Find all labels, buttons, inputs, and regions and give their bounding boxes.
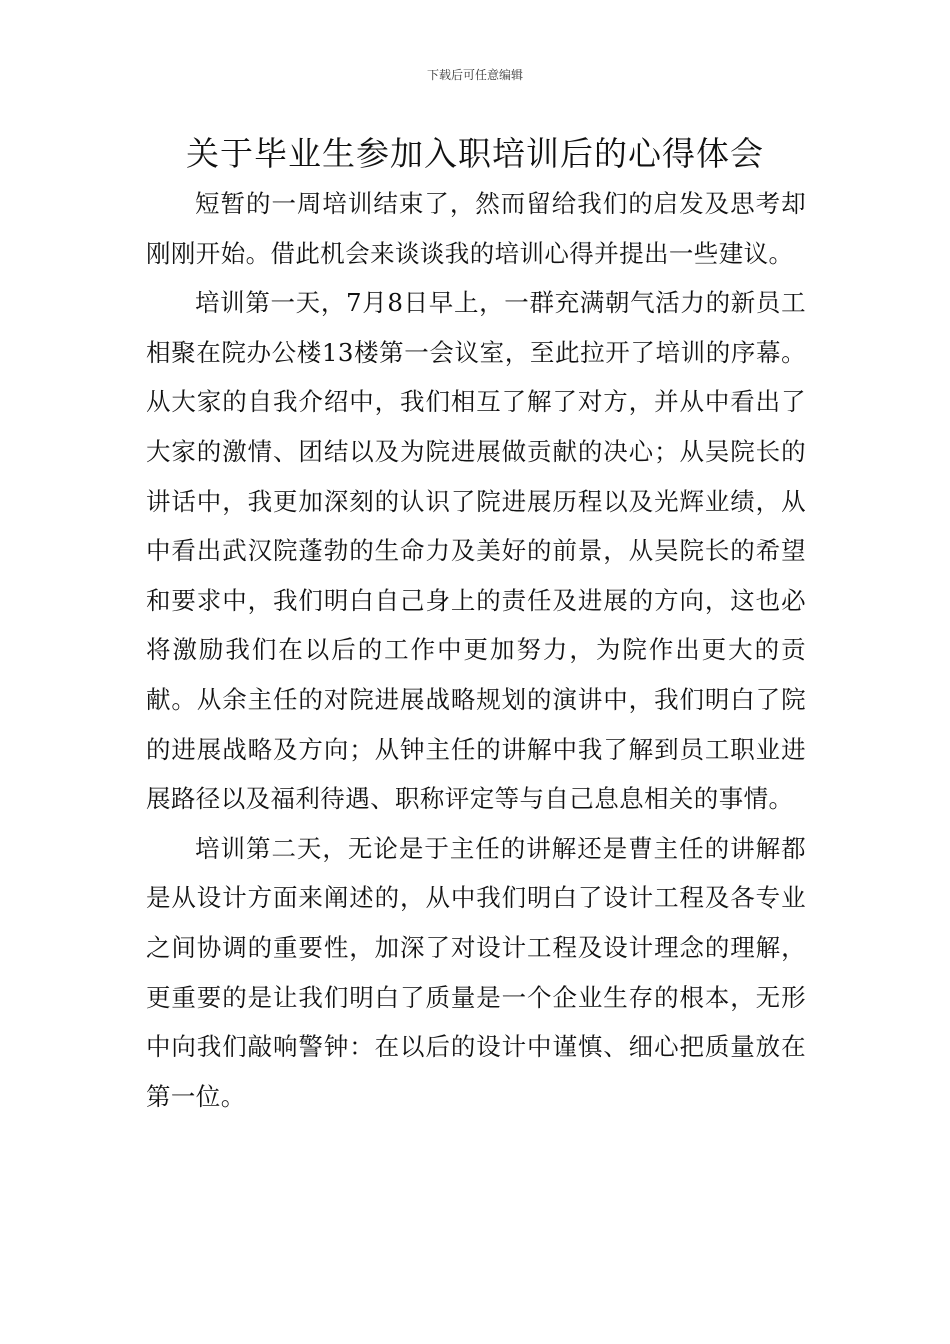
header-note: 下载后可任意编辑 <box>426 68 523 82</box>
paragraph-2: 培训第一天，7月8日早上，一群充满朝气活力的新员工相聚在院办公楼13楼第一会议室，至此拉开了培训的序幕。从大家的自我介绍中，我们相互了解了对方，并从中看出了大家的激情、团结以及为院进展做贡献的决心；从吴院长的讲话中，我更加深刻的认识了院进展历程以及光辉业绩，从中看出武汉院蓬勃的生命力及美好的前景，从吴院长的希望和要求中，我们明白自己身上的责任及进展的方向，这也必将激励我们在以后的工作中更加努力，为院作出更大的贡献。从余主任的对院进展战略规划的演讲中，我们明白了院的进展战略及方向；从钟主任的讲解中我了解到员工职业进展路径以及福利待遇、职称评定等与自己息息相关的事情。 <box>146 288 806 814</box>
document-title: 关于毕业生参加入职培训后的心得体会 <box>186 134 764 173</box>
paragraph-1: 短暂的一周培训结束了，然而留给我们的启发及思考却刚刚开始。借此机会来谈谈我的培训心得并提出一些建议。 <box>146 189 806 268</box>
document-body <box>146 179 806 1121</box>
paragraph-3: 培训第二天，无论是于主任的讲解还是曹主任的讲解都是从设计方面来阐述的，从中我们明白了设计工程及各专业之间协调的重要性，加深了对设计工程及设计理念的理解，更重要的是让我们明白了质量是一个企业生存的根本，无形中向我们敲响警钟：在以后的设计中谨慎、细心把质量放在第一位。 <box>146 833 806 1111</box>
